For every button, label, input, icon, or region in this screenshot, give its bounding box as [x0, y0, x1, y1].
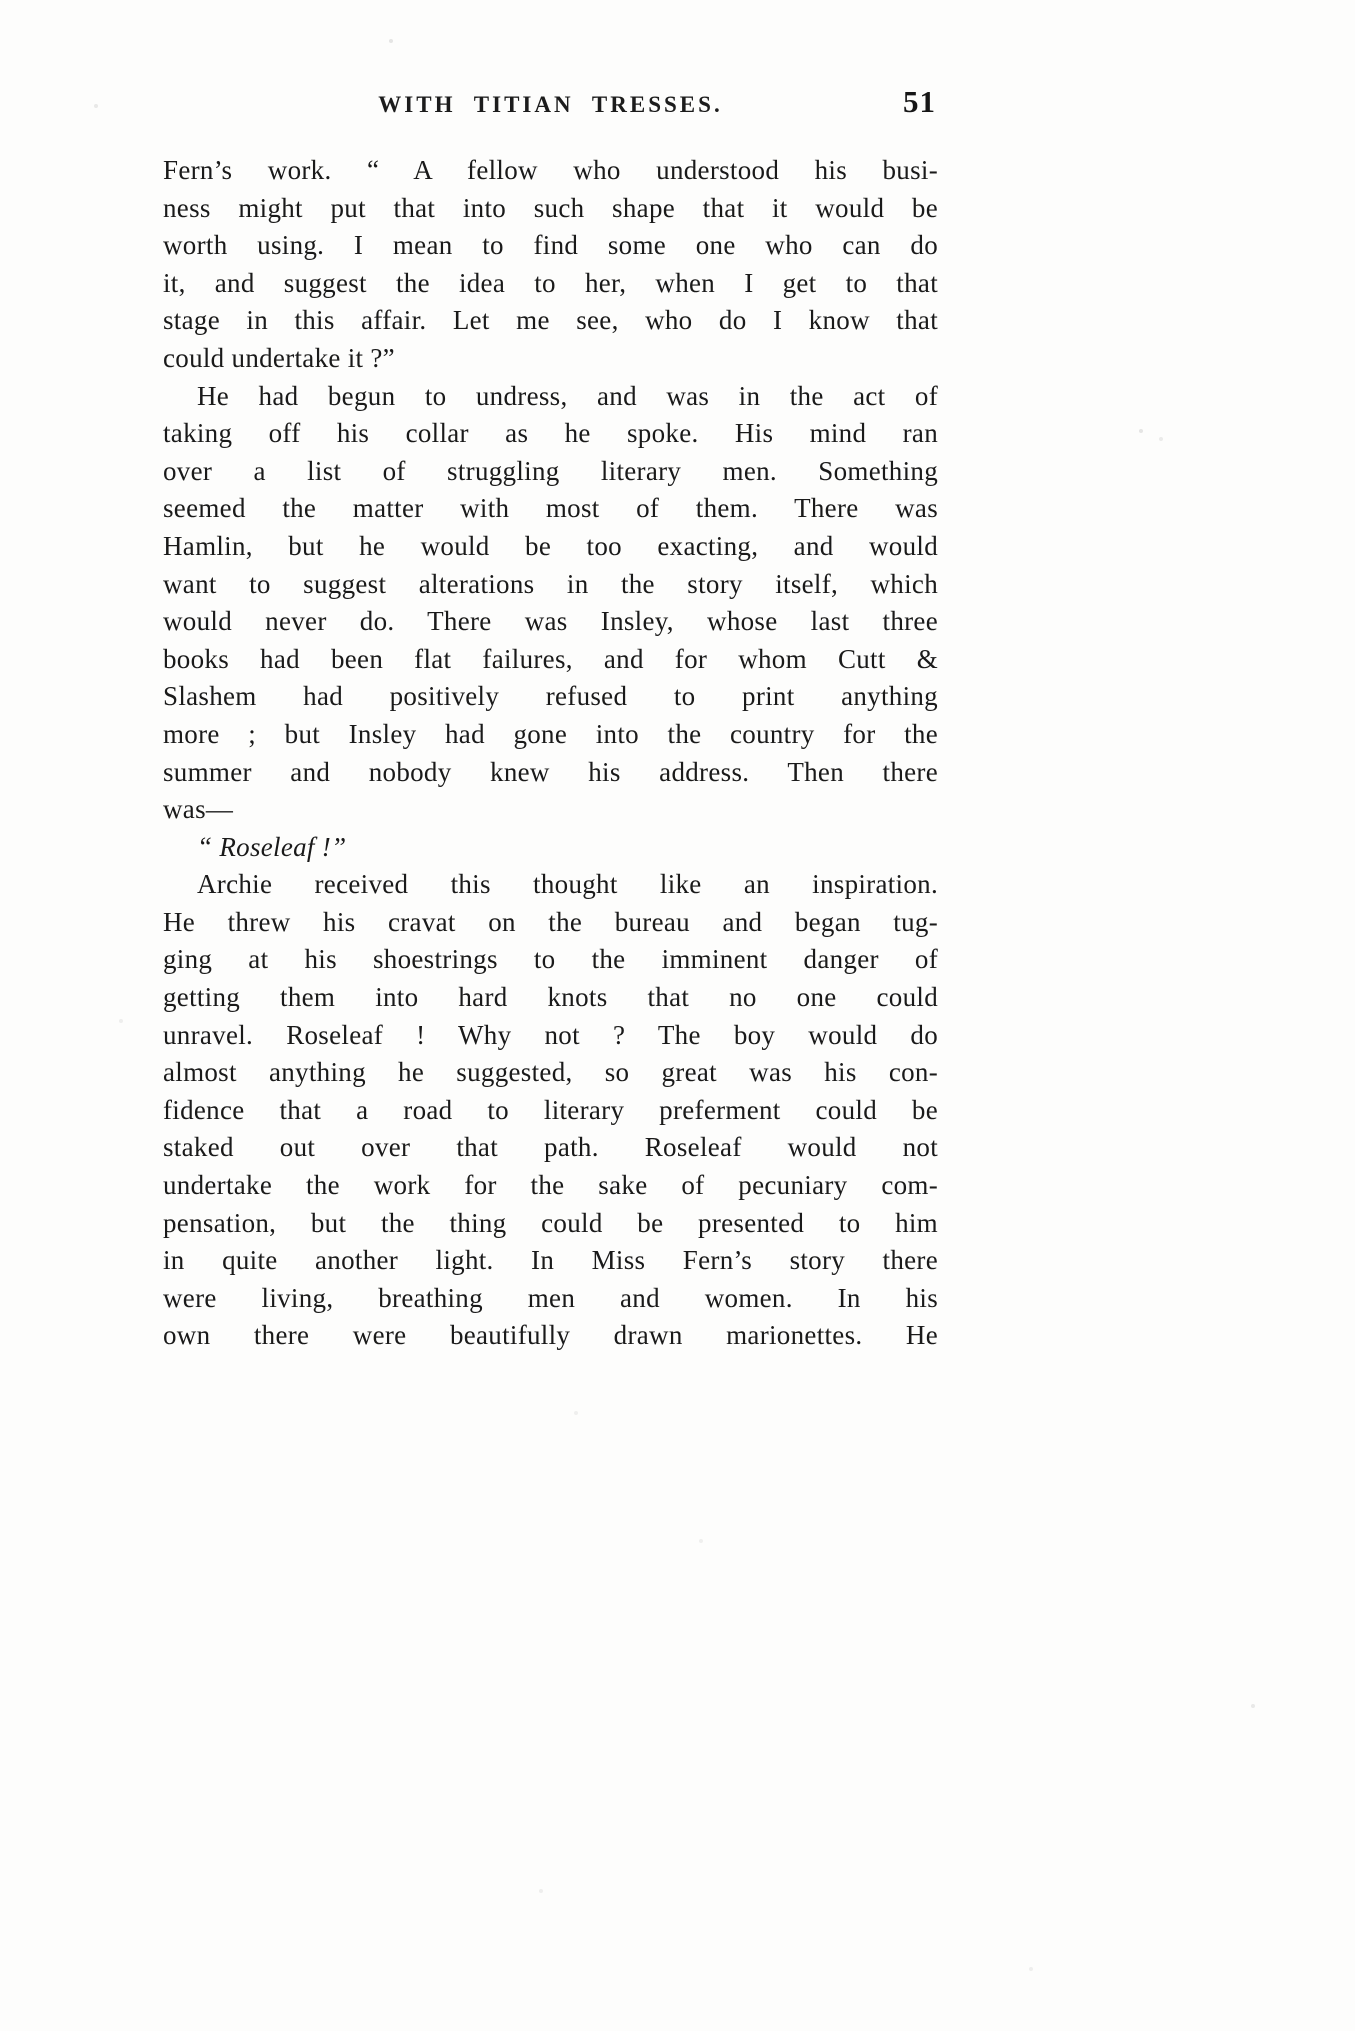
text-line: staked out over that path. Roseleaf would not: [163, 1132, 938, 1163]
text-line: fidence that a road to literary preferment could be: [163, 1094, 938, 1125]
text-line: getting them into hard knots that no one could: [163, 982, 938, 1013]
page-number: 51: [903, 84, 936, 119]
text-line: in quite another light. In Miss Fern’s story there: [163, 1245, 938, 1276]
text-line: Archie received this thought like an inspiration.: [197, 869, 938, 900]
paragraph: [163, 152, 938, 378]
text-line: could undertake it ?”: [163, 342, 395, 373]
text-line: He threw his cravat on the bureau and began tug-: [163, 906, 938, 937]
text-line: taking off his collar as he spoke. His mind ran: [163, 418, 938, 449]
text-line: summer and nobody knew his address. Then there: [163, 756, 938, 787]
text-line: “ Roseleaf !”: [197, 831, 347, 862]
text-line: were living, breathing men and women. In his: [163, 1282, 938, 1313]
text-line: own there were beautifully drawn marionettes. He: [163, 1320, 938, 1351]
text-line: undertake the work for the sake of pecuniary com-: [163, 1170, 938, 1201]
text-line: He had begun to undress, and was in the act of: [197, 380, 938, 411]
text-line: would never do. There was Insley, whose last three: [163, 606, 938, 637]
text-line: it, and suggest the idea to her, when I get to that: [163, 267, 938, 298]
running-title: WITH TITIAN TRESSES.: [378, 92, 723, 117]
text-line: almost anything he suggested, so great was his con-: [163, 1057, 938, 1088]
text-line: over a list of struggling literary men. Something: [163, 455, 938, 486]
page-header: [163, 84, 938, 126]
text-line: stage in this affair. Let me see, who do I know that: [163, 305, 938, 336]
paragraph: [163, 378, 938, 829]
scan-speckles: [0, 0, 2, 2]
text-line: seemed the matter with most of them. There was: [163, 493, 938, 524]
page-text: [163, 152, 938, 1355]
text-line: ging at his shoestrings to the imminent danger of: [163, 944, 938, 975]
text-line: was—: [163, 794, 234, 825]
text-line: worth using. I mean to find some one who can do: [163, 230, 938, 261]
text-line: books had been flat failures, and for whom Cutt &: [163, 643, 938, 674]
text-line: more ; but Insley had gone into the country for the: [163, 718, 938, 749]
text-line: Slashem had positively refused to print anything: [163, 681, 938, 712]
text-line: Hamlin, but he would be too exacting, and would: [163, 530, 938, 561]
paragraph-quote: [163, 829, 938, 867]
text-line: Fern’s work. “ A fellow who understood his busi-: [163, 155, 938, 185]
text-column: [163, 84, 938, 1355]
paragraph: [163, 866, 938, 1355]
text-line: want to suggest alterations in the story itself, which: [163, 568, 938, 599]
text-line: pensation, but the thing could be presented to him: [163, 1207, 938, 1238]
text-line: ness might put that into such shape that it would be: [163, 192, 938, 223]
text-line: unravel. Roseleaf ! Why not ? The boy would do: [163, 1019, 938, 1050]
